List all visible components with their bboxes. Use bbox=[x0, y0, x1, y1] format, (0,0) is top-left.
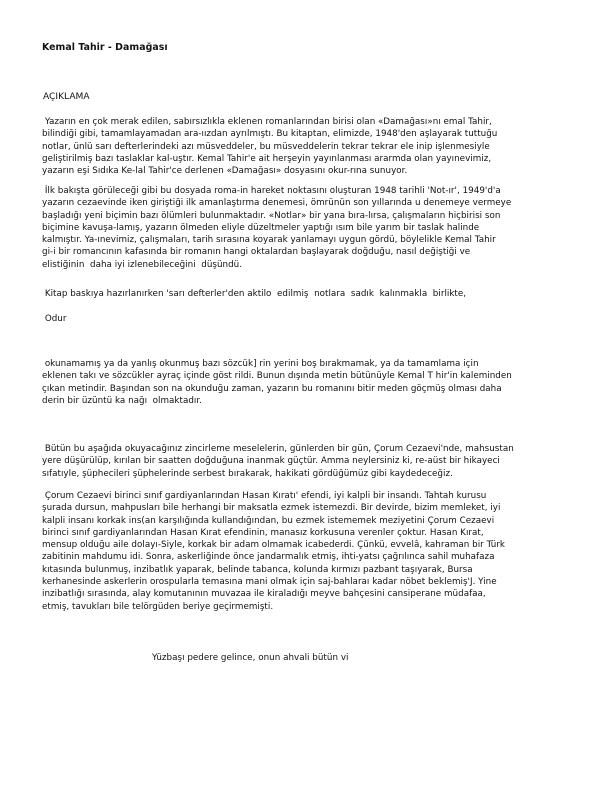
paragraph-intro: Yazarın en çok merak edilen, sabırsızlıkla eklenen romanlarından birisi olan «Damağası»nı emal Tahir, bilindiği gibi, tamamlayamadan ara-ıızdan ayrılmıştı. Bu kitaptan, elimizde, 1948'den aşlayarak tuttuğu notlar, ünlü sarı defterlerindeki azı müsveddeler, bu müsveddelerin tekrar tekrar ele inip işlenmesiyle geliştirilmiş bazı taslaklar kal-uştır. Kemal Tahir'e ait herşeyin yayınlanması ararmda olan yayınevimiz, yazarın eşi Sıdıka Ke-lal Tahir'ce derlenen «Damağası» dosyasını okur-rına sunuyor. bbox=[42, 117, 498, 177]
paragraph-dossier: İlk bakışta görüleceği gibi bu dosyada roma-in hareket noktasını oluşturan 1948 tarihli 'Not-ır', 1949'd'a yazarın cezaevinde iken giriştiği ilk amanlaştırma denemesi, ömrünün son yıllarında u denemeye vermeye başladığı yeni biçimin bazı ölümleri bulunmaktadır. «Notlar» bir yana bıra-lırsa, çalışmaların hiçbirisi son biçimine kavuşa-lamış, yazarın ölmeden eliyle düzeltmeler yaptığı ısım bile yarım bir taslak halinde kalmıştır. Ya-ınevimiz, çalışmaları, tarih sırasına koyarak yanlamayı uygun gördü, böylelikle Kemal Tahir gi-i bir romancının kafasında bir romanın hangi oktalardan başlayarak doğduğu, nasıl değiştiği ve elistiğinin daha iyi izlenebileceğini düşündü. bbox=[42, 186, 512, 270]
paragraph-editing-note: okunamamış ya da yanlış okunmuş bazı sözcük] rin yerini boş bırakmamak, ya da tamamlama için eklenen takı ve sözcükler ayraç içinde göst rildi. Bunun dışında metin bütünüyle Kemal T hir'in kaleminden çıkan metindir. Başından son na okunduğu zaman, yazarın bu romanını bitir meden göçmüş olması daha derin bir üzüntü ka nağı olmaktadır. bbox=[42, 359, 512, 406]
paragraph-fragment: Odur bbox=[42, 314, 67, 324]
paragraph-hasan-kirat: Çorum Cezaevi birinci sınıf gardiyanlarından Hasan Kıratı' efendi, iyi kalpli bir insandı. Tahtah kurusu şurada dursun, mahpusları bile herhangi bir maksatla ezmek istemezdi. Bir devirde, bizim memleket, iyi kalpli insanı korkak ins(an karşılığında kullandığından, bu ezmek istememek meziyetini Çorum Cezaevi birinci sınıf gardiyanlarından Hasan Kırat efendinin, manasız korkusuna verenler çoktur. Hasan Kırat, mensup olduğu aile dolayı-Siyle, korkak bir adam olmamak icabederdi. Çünkü, evvelâ, kahraman bir Türk zabitinin mahdumu idi. Sonra, askerliğinde önce jandarmalık etmiş, ihti-yatsı çağrılınca sahil muhafaza kıtasında bulunmuş, inzibatlık yaparak, belinde tabanca, kolunda kırmızı pazbant taşıyarak, Bursa kerhanesinde askerlerin orospularla temasına mani olmak için saj-bahlaraı kadar nöbet beklemiş'J. Yine inzibatlığı sırasında, alay komutanının muvazaa ile kiraladığı meyve bahçesini cansiperane müdafaa, etmiş, tavukları bile telörgüden beriye geçirmemişti. bbox=[42, 491, 506, 612]
section-heading: AÇIKLAMA bbox=[43, 92, 90, 102]
paragraph-preparation: Kitap baskıya hazırlanırken 'sarı defterler'den aktilo edilmiş notlara sadık kalınmakla birlikte, bbox=[42, 289, 467, 299]
paragraph-story-opening: Bütün bu aşağıda okuyacağınız zincirleme meselelerin, günlerden bir gün, Çorum Cezaevi'nde, mahsustan yere düşürülüp, kırılan bir saatten doğduğuna inanmak güçtür. Amma neylersiniz ki, re-aüst bir hikayeci sıfatıyle, şüphecileri şüphelerinde serbest bırakarak, hakikati gördüğümüz gibi kaydedeceğiz. bbox=[42, 444, 514, 479]
document-title: Kemal Tahir - Damağası bbox=[42, 42, 168, 53]
paragraph-captain: Yüzbaşı pedere gelince, onun ahvali bütün vi bbox=[152, 653, 349, 663]
